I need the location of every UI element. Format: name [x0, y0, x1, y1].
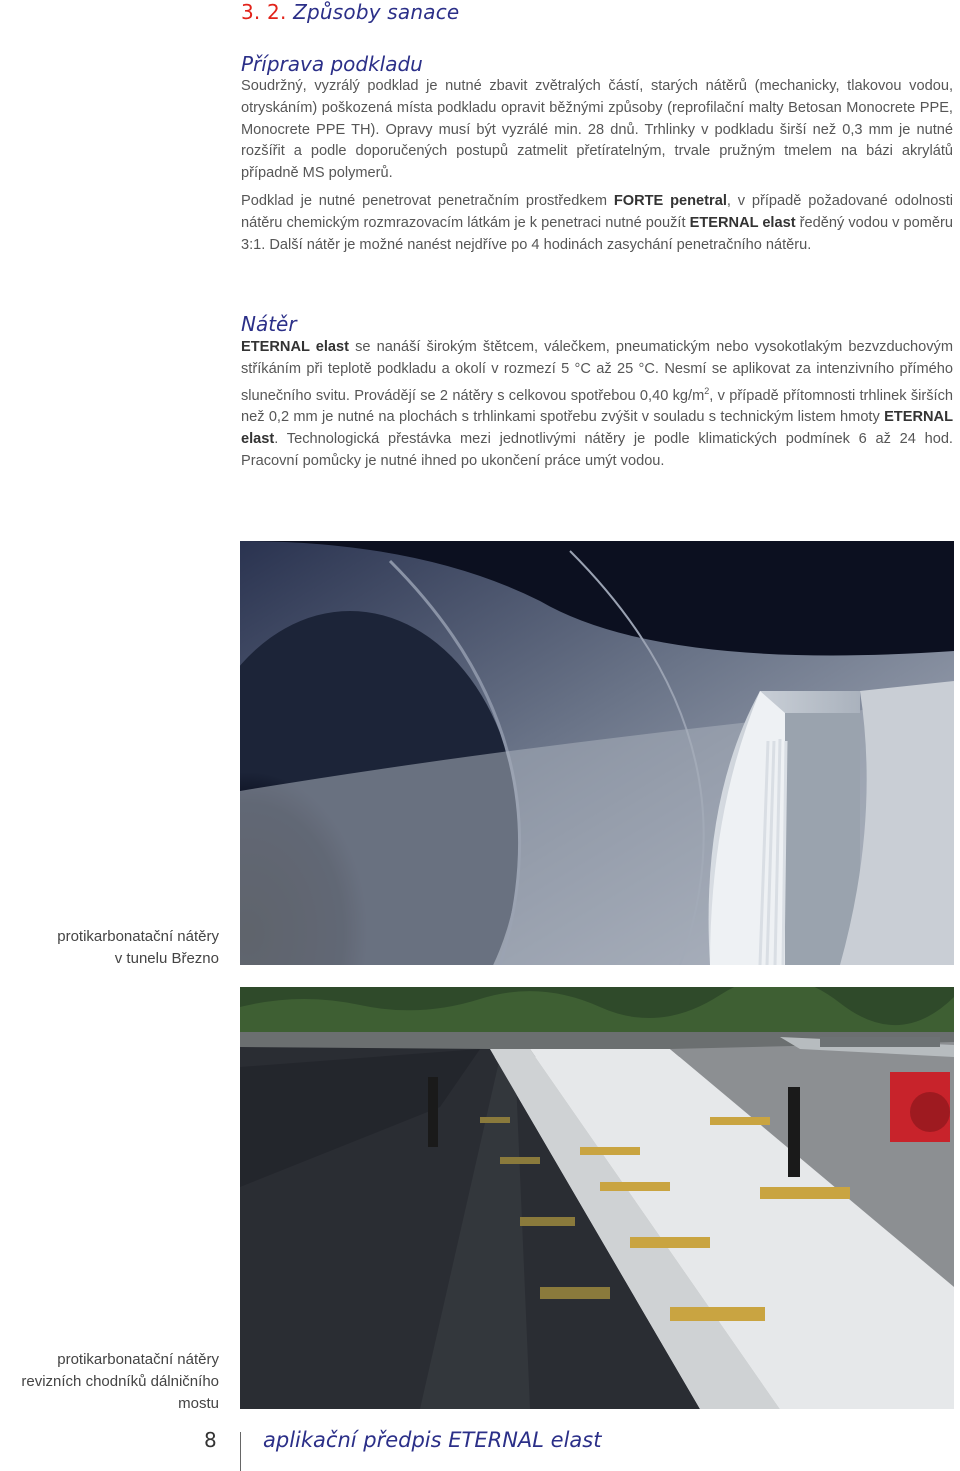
- photo-bridge: [240, 987, 954, 1409]
- caption-bridge: [21, 1349, 219, 1415]
- section-number: 3. 2.: [241, 0, 287, 24]
- caption-line: v tunelu Březno: [114, 950, 219, 967]
- product-eternal-elast: ETERNAL elast: [241, 339, 350, 355]
- footer-title: aplikační předpis ETERNAL elast: [263, 1428, 602, 1452]
- paragraph-priprava-1: Soudržný, vyzrálý podklad je nutné zbavit zvětralých částí, starých nátěrů (mechanicky, tlakovou vodou, otryskáním) poškozená místa podkladu opravit běžnými způsoby (reprofilační malty Betosan Monocrete PPE, Monocrete PPE TH). Opravy musí být vyzrálé min. 28 dnů. Trhlinky v podkladu širší než 0,3 mm je nutné rozšířit a podle doporučených postupů zatmelit přetíratelným, trvale pružným tmelem na bázi akrylátů případně MS polymerů.: [241, 78, 953, 182]
- text-span: ředěný vodou v poměru 3:1. Další nátěr je možné nanést nejdříve po 4 hodinách zasychání penetračního nátěru.: [241, 214, 954, 253]
- footer-divider: [240, 1432, 241, 1471]
- tunnel-illustration: [240, 541, 954, 965]
- paragraph-nater: [241, 337, 953, 473]
- product-eternal-elast: ETERNAL elast: [689, 214, 796, 231]
- paragraph-priprava-2: [241, 191, 953, 256]
- caption-line: revizních chodníků dálničního: [21, 1373, 219, 1390]
- photo-tunnel: [240, 541, 954, 965]
- product-eternal-elast: ETERNAL elast: [241, 409, 953, 448]
- heading-nater: Nátěr: [241, 312, 297, 336]
- bridge-illustration: [240, 987, 954, 1409]
- product-forte-penetral: FORTE penetral: [613, 193, 727, 209]
- text-span: . Technologická přestávka mezi jednotlivými nátěry je podle klimatických podmínek 6 až 24 hod. Pracovní pomůcky je nutné ihned po ukončení práce umýt vodou.: [241, 431, 953, 469]
- text-span: , v případě požadované odolnosti nátěru chemickým rozmrazovacím látkám je k penetraci nutné použít: [241, 193, 953, 231]
- section-title: [241, 0, 459, 24]
- section-title-text: Způsoby sanace: [293, 0, 460, 24]
- heading-priprava: Příprava podkladu: [241, 52, 423, 76]
- caption-line: protikarbonatační nátěry: [57, 1351, 219, 1368]
- caption-line: protikarbonatační nátěry: [57, 928, 219, 945]
- caption-tunnel: [57, 926, 219, 970]
- text-span: Podklad je nutné penetrovat penetračním prostředkem: [241, 193, 614, 209]
- superscript: 2: [704, 385, 710, 396]
- text-span: se nanáší širokým štětcem, válečkem, pneumatickým nebo vysokotlakým bezvzduchovým stříkáním při teplotě podkladu a okolí v rozmezí 5 °C až 25 °C. Nesmí se aplikovat za intenzivního přímého slunečního svitu. Provádějí se 2 nátěry s celkovou spotřebou 0,40 kg/m: [241, 339, 953, 404]
- text-span: , v případě přítomnosti trhlinek širších než 0,2 mm je nutné na plochách s trhlinkami spotřebu zvýšit v souladu s technickým listem hmoty: [241, 387, 953, 426]
- page-number: 8: [204, 1428, 217, 1452]
- caption-line: mostu: [178, 1395, 219, 1412]
